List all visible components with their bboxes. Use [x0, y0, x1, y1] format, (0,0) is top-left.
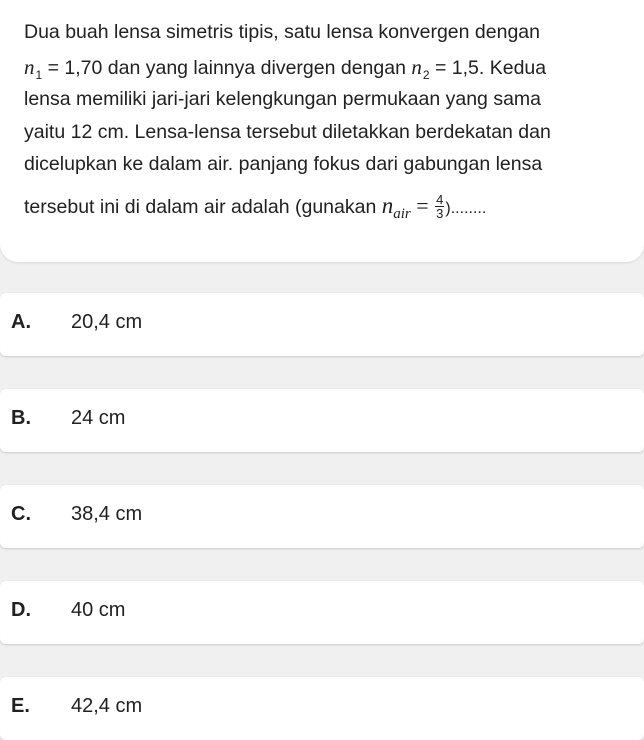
option-c[interactable] — [0, 485, 644, 548]
line6-text: tersebut ini di dalam air adalah (gunakan — [24, 196, 382, 218]
n1-value-text: = 1,70 dan yang lainnya divergen dengan — [42, 57, 412, 79]
option-e-letter: E. — [11, 695, 30, 717]
option-b-text: 24 cm — [71, 407, 126, 429]
fraction-denominator: 3 — [436, 206, 444, 222]
nair-var: n — [381, 193, 394, 218]
option-e[interactable] — [0, 677, 644, 740]
line6-end: )........ — [445, 200, 487, 217]
question-line-2 — [24, 55, 546, 82]
n1-symbol: n — [24, 55, 35, 79]
option-d-text: 40 cm — [71, 599, 126, 621]
option-d-letter: D. — [11, 599, 31, 621]
question-line-6 — [24, 194, 486, 221]
n2-value-text: = 1,5. Kedua — [429, 57, 547, 79]
n2-symbol: n — [411, 55, 422, 79]
fraction-numerator: 4 — [436, 192, 444, 208]
option-c-letter: C. — [11, 503, 31, 525]
fraction-four-thirds — [435, 193, 444, 220]
question-card — [0, 0, 644, 262]
question-line-5: dicelupkan ke dalam air. panjang fokus dari gabungan lensa — [24, 153, 543, 175]
nair-subscript: air — [393, 206, 411, 222]
nair-symbol — [381, 193, 411, 222]
option-a-letter: A. — [11, 311, 31, 333]
n1-subscript: 1 — [35, 68, 43, 82]
option-b[interactable] — [0, 389, 644, 452]
option-a-text: 20,4 cm — [71, 311, 143, 333]
equals-sign: = — [410, 193, 435, 218]
option-c-text: 38,4 cm — [71, 503, 143, 525]
n2-subscript: 2 — [422, 68, 430, 82]
question-line-3: lensa memiliki jari-jari kelengkungan permukaan yang sama — [24, 88, 541, 110]
option-d[interactable] — [0, 581, 644, 644]
option-a[interactable] — [0, 293, 644, 356]
question-line-4: yaitu 12 cm. Lensa-lensa tersebut diletakkan berdekatan dan — [24, 121, 551, 143]
option-e-text: 42,4 cm — [71, 695, 143, 717]
option-b-letter: B. — [11, 407, 31, 429]
question-line-1: Dua buah lensa simetris tipis, satu lensa konvergen dengan — [24, 21, 540, 43]
